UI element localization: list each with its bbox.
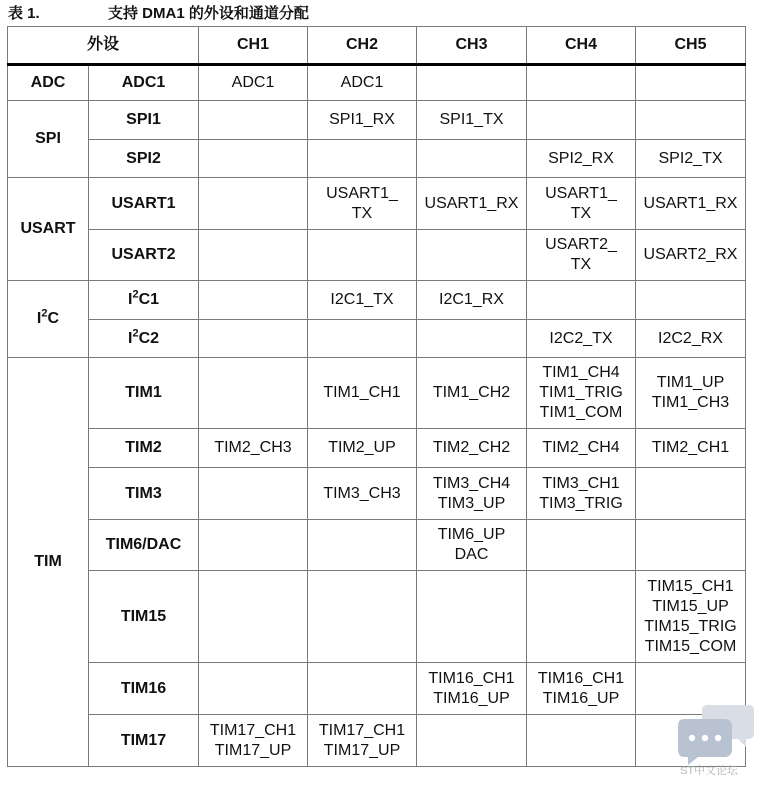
cell-tim16-ch3: TIM16_CH1 TIM16_UP (417, 663, 527, 715)
cell-tim17-ch3 (417, 715, 527, 767)
cell-tim3-ch3: TIM3_CH4 TIM3_UP (417, 468, 527, 520)
cell-tim2-ch4: TIM2_CH4 (527, 429, 636, 468)
cell-i2c2-ch1 (199, 320, 308, 358)
cell-tim1-ch2: TIM1_CH1 (308, 358, 417, 429)
cell-spi1-ch3: SPI1_TX (417, 101, 527, 140)
peripheral-i2c1 (89, 281, 199, 320)
cell-adc1-ch5 (636, 65, 746, 101)
table-row (8, 140, 746, 178)
header-ch3: CH3 (417, 27, 527, 65)
table-row (8, 65, 746, 101)
peripheral-i2c2-sup: 2 (132, 327, 139, 340)
table-row (8, 571, 746, 663)
category-i2c-sup: 2 (41, 307, 48, 320)
cell-tim17-ch4 (527, 715, 636, 767)
peripheral-tim17: TIM17 (89, 715, 199, 767)
cell-spi2-ch1 (199, 140, 308, 178)
peripheral-adc1: ADC1 (89, 65, 199, 101)
table-row (8, 320, 746, 358)
cell-spi1-ch4 (527, 101, 636, 140)
cell-adc1-ch3 (417, 65, 527, 101)
table-row (8, 358, 746, 429)
category-adc: ADC (8, 65, 89, 101)
watermark-text: ST中文论坛 (680, 765, 739, 777)
category-i2c (8, 281, 89, 358)
peripheral-tim2: TIM2 (89, 429, 199, 468)
header-peripheral: 外设 (8, 27, 199, 65)
cell-spi2-ch4: SPI2_RX (527, 140, 636, 178)
cell-tim3-ch4: TIM3_CH1 TIM3_TRIG (527, 468, 636, 520)
dma1-channel-table (7, 26, 746, 767)
cell-spi2-ch3 (417, 140, 527, 178)
cell-tim1-ch3: TIM1_CH2 (417, 358, 527, 429)
cell-usart1-ch3: USART1_RX (417, 178, 527, 230)
cell-i2c1-ch2: I2C1_TX (308, 281, 417, 320)
cell-tim2-ch2: TIM2_UP (308, 429, 417, 468)
peripheral-i2c2-tail: C2 (138, 329, 160, 347)
peripheral-usart1: USART1 (89, 178, 199, 230)
cell-tim15-ch2 (308, 571, 417, 663)
peripheral-i2c2 (89, 320, 199, 358)
cell-tim6-ch4 (527, 520, 636, 571)
cell-tim16-ch4: TIM16_CH1 TIM16_UP (527, 663, 636, 715)
cell-adc1-ch4 (527, 65, 636, 101)
cell-tim15-ch1 (199, 571, 308, 663)
table-title: 支持 DMA1 的外设和通道分配 (108, 5, 309, 22)
cell-tim2-ch3: TIM2_CH2 (417, 429, 527, 468)
table-row (8, 520, 746, 571)
category-i2c-tail: C (47, 310, 60, 327)
cell-tim16-ch1 (199, 663, 308, 715)
cell-i2c2-ch5: I2C2_RX (636, 320, 746, 358)
cell-i2c2-ch2 (308, 320, 417, 358)
cell-usart2-ch5: USART2_RX (636, 230, 746, 281)
cell-tim3-ch2: TIM3_CH3 (308, 468, 417, 520)
cell-usart2-ch1 (199, 230, 308, 281)
cell-usart2-ch3 (417, 230, 527, 281)
cell-tim6-ch1 (199, 520, 308, 571)
cell-tim15-ch3 (417, 571, 527, 663)
category-usart: USART (8, 178, 89, 281)
peripheral-tim15: TIM15 (89, 571, 199, 663)
header-row (8, 27, 746, 65)
cell-usart1-ch1 (199, 178, 308, 230)
cell-i2c1-ch1 (199, 281, 308, 320)
cell-spi2-ch2 (308, 140, 417, 178)
peripheral-i2c1-base: I (127, 291, 133, 308)
cell-spi2-ch5: SPI2_TX (636, 140, 746, 178)
table-row (8, 281, 746, 320)
table-row (8, 101, 746, 140)
cell-tim6-ch5 (636, 520, 746, 571)
cell-tim1-ch1 (199, 358, 308, 429)
cell-adc1-ch2: ADC1 (308, 65, 417, 101)
cell-usart1-ch2: USART1_ TX (308, 178, 417, 230)
header-ch5: CH5 (636, 27, 746, 65)
table-row (8, 230, 746, 281)
cell-usart1-ch5: USART1_RX (636, 178, 746, 230)
cell-spi1-ch5 (636, 101, 746, 140)
peripheral-tim1: TIM1 (89, 358, 199, 429)
cell-tim1-ch4: TIM1_CH4 TIM1_TRIG TIM1_COM (527, 358, 636, 429)
cell-i2c2-ch3 (417, 320, 527, 358)
table-row (8, 468, 746, 520)
peripheral-i2c1-tail: C1 (138, 291, 160, 308)
cell-tim15-ch4 (527, 571, 636, 663)
cell-usart2-ch4: USART2_ TX (527, 230, 636, 281)
cell-adc1-ch1: ADC1 (199, 65, 308, 101)
table-row (8, 178, 746, 230)
cell-tim2-ch1: TIM2_CH3 (199, 429, 308, 468)
table-row (8, 715, 746, 767)
header-ch4: CH4 (527, 27, 636, 65)
cell-tim3-ch1 (199, 468, 308, 520)
cell-tim6-ch2 (308, 520, 417, 571)
cell-tim17-ch2: TIM17_CH1 TIM17_UP (308, 715, 417, 767)
cell-tim17-ch1: TIM17_CH1 TIM17_UP (199, 715, 308, 767)
table-row (8, 663, 746, 715)
cell-tim6-ch3: TIM6_UP DAC (417, 520, 527, 571)
category-i2c-base: I (36, 310, 42, 327)
cell-tim3-ch5 (636, 468, 746, 520)
cell-i2c1-ch4 (527, 281, 636, 320)
cell-tim16-ch2 (308, 663, 417, 715)
peripheral-tim3: TIM3 (89, 468, 199, 520)
peripheral-usart2: USART2 (89, 230, 199, 281)
category-tim: TIM (8, 358, 89, 767)
peripheral-spi2: SPI2 (89, 140, 199, 178)
table-caption (8, 2, 309, 22)
cell-i2c1-ch5 (636, 281, 746, 320)
peripheral-tim6-dac: TIM6/DAC (89, 520, 199, 571)
cell-spi1-ch2: SPI1_RX (308, 101, 417, 140)
cell-usart1-ch4: USART1_ TX (527, 178, 636, 230)
peripheral-tim16: TIM16 (89, 663, 199, 715)
cell-tim15-ch5: TIM15_CH1 TIM15_UP TIM15_TRIG TIM15_COM (636, 571, 746, 663)
peripheral-i2c1-sup: 2 (132, 288, 139, 301)
cell-tim2-ch5: TIM2_CH1 (636, 429, 746, 468)
cell-tim1-ch5: TIM1_UP TIM1_CH3 (636, 358, 746, 429)
peripheral-spi1: SPI1 (89, 101, 199, 140)
table-row (8, 429, 746, 468)
peripheral-i2c2-base: I (127, 329, 133, 347)
header-ch1: CH1 (199, 27, 308, 65)
cell-spi1-ch1 (199, 101, 308, 140)
cell-usart2-ch2 (308, 230, 417, 281)
cell-i2c2-ch4: I2C2_TX (527, 320, 636, 358)
category-spi: SPI (8, 101, 89, 178)
header-ch2: CH2 (308, 27, 417, 65)
table-number: 表 1. (8, 5, 40, 22)
cell-i2c1-ch3: I2C1_RX (417, 281, 527, 320)
